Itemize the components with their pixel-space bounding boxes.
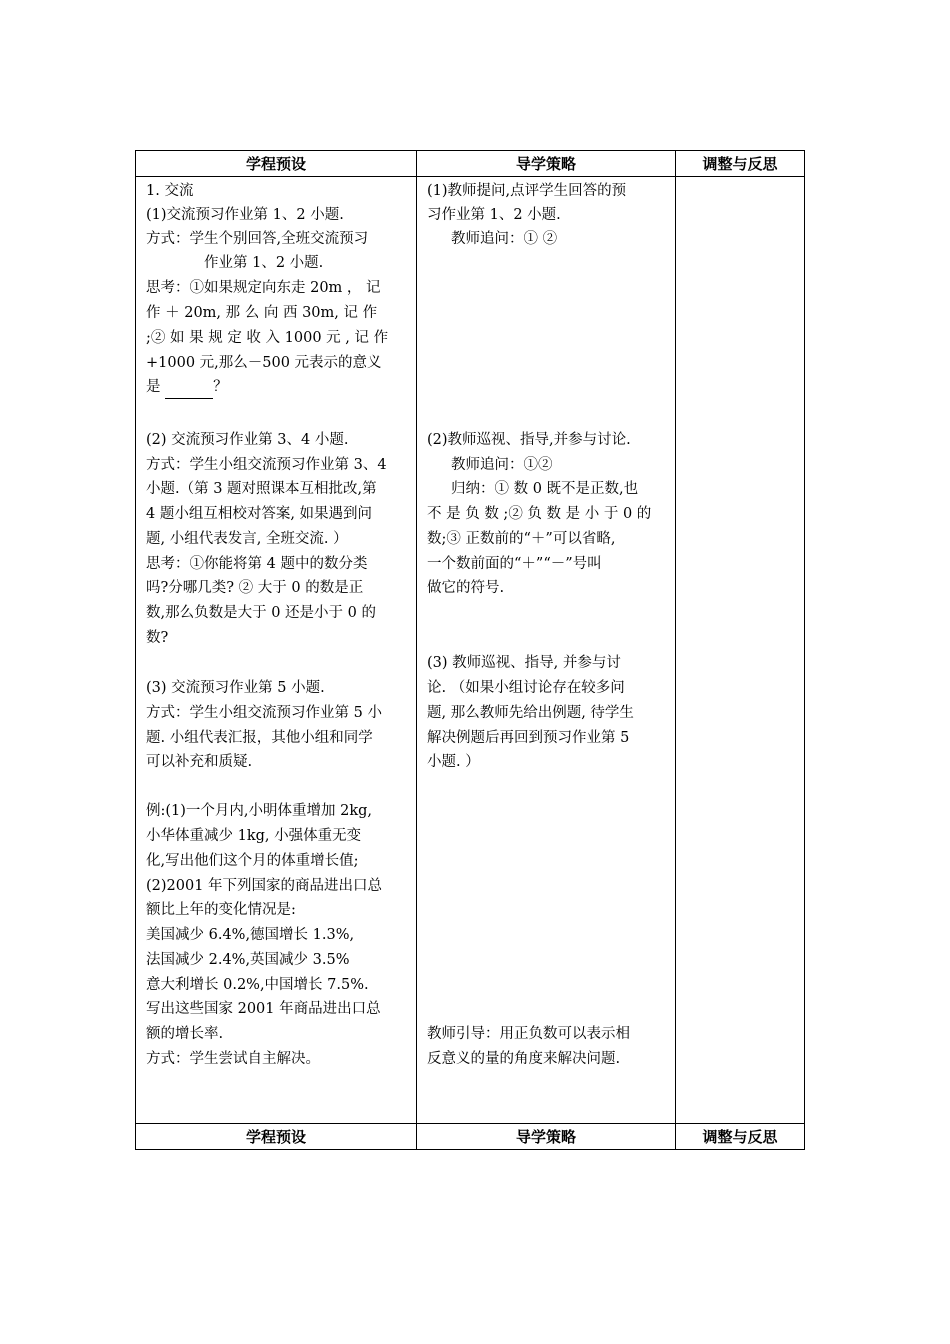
strategy-line: 反意义的量的角度来解决问题. xyxy=(427,1051,621,1067)
plan-line: (2) 交流预习作业第 3、4 小题. xyxy=(146,432,349,448)
plan-line: 作 ＋ 20m, 那 么 向 西 30m, 记 作 xyxy=(146,305,378,321)
plan-line: 题. 小组代表汇报，其他小组和同学 xyxy=(146,730,373,746)
strategy-line: 一个数前面的“＋”“－”号叫 xyxy=(427,556,602,572)
plan-line: (2)2001 年下列国家的商品进出口总 xyxy=(146,878,383,894)
plan-line: 意大利增长 0.2%,中国增长 7.5%. xyxy=(146,977,369,993)
plan-line: 额比上年的变化情况是: xyxy=(146,902,296,918)
strategy-line: 小题. ） xyxy=(427,754,480,770)
strategy-line: (3) 教师巡视、指导, 并参与讨 xyxy=(427,655,621,671)
plan-line: 数,那么负数是大于 0 还是小于 0 的 xyxy=(146,605,376,621)
strategy-line: 做它的符号. xyxy=(427,580,505,596)
header-cell-plan: 学程预设 xyxy=(136,151,417,177)
plan-line: 方式：学生小组交流预习作业第 5 小 xyxy=(146,705,382,721)
plan-line: 题, 小组代表发言, 全班交流. ） xyxy=(146,531,348,547)
plan-line: 方式：学生个别回答,全班交流预习 xyxy=(146,231,369,247)
strategy-line: 不 是 负 数 ;② 负 数 是 小 于 0 的 xyxy=(427,506,652,522)
strategy-line: 归纳：① 数 0 既不是正数,也 xyxy=(451,481,639,497)
strategy-line: 数;③ 正数前的“＋”可以省略, xyxy=(427,531,616,547)
plan-line: 美国减少 6.4%,德国增长 1.3%, xyxy=(146,927,355,943)
answer-blank xyxy=(165,382,213,399)
footer-header-row xyxy=(136,1124,805,1150)
plan-line: +1000 元,那么－500 元表示的意义 xyxy=(146,355,382,371)
footer-cell-plan: 学程预设 xyxy=(136,1124,417,1150)
strategy-line: 教师引导：用正负数可以表示相 xyxy=(427,1026,630,1042)
plan-line: 1. 交流 xyxy=(146,183,194,199)
footer-cell-reflection: 调整与反思 xyxy=(676,1124,805,1150)
plan-line: 吗?分哪几类? ② 大于 0 的数是正 xyxy=(146,580,364,596)
plan-line-prefix: 是 xyxy=(146,379,161,395)
plan-line: 例:(1)一个月内,小明体重增加 2kg, xyxy=(146,803,373,819)
plan-line: 可以补充和质疑. xyxy=(146,754,253,770)
content-row xyxy=(136,177,805,1124)
plan-line: 4 题小组互相校对答案, 如果遇到问 xyxy=(146,506,373,522)
plan-line: 数? xyxy=(146,630,169,646)
plan-line: 方式：学生小组交流预习作业第 3、4 xyxy=(146,457,387,473)
plan-line: 作业第 1、2 小题. xyxy=(204,255,324,271)
plan-line: 额的增长率. xyxy=(146,1026,224,1042)
plan-line: 思考：①如果规定向东走 20m ， 记 xyxy=(146,280,381,296)
header-cell-reflection: 调整与反思 xyxy=(676,151,805,177)
plan-line: (1)交流预习作业第 1、2 小题. xyxy=(146,207,344,223)
plan-line-suffix: ？ xyxy=(213,379,228,395)
plan-line: (3) 交流预习作业第 5 小题. xyxy=(146,680,325,696)
strategy-line: 习作业第 1、2 小题. xyxy=(427,207,561,223)
plan-line: 法国减少 2.4%,英国减少 3.5% xyxy=(146,952,350,968)
plan-line: 小华体重减少 1kg, 小强体重无变 xyxy=(146,828,362,844)
plan-line: 方式：学生尝试自主解决。 xyxy=(146,1051,320,1067)
plan-line: 小题.（第 3 题对照课本互相批改,第 xyxy=(146,481,377,497)
plan-line: 化,写出他们这个月的体重增长值; xyxy=(146,853,359,869)
strategy-line: (2)教师巡视、指导,并参与讨论. xyxy=(427,432,631,448)
header-row xyxy=(136,151,805,177)
strategy-cell xyxy=(417,177,676,1124)
strategy-line: 教师追问：①② xyxy=(451,457,553,473)
footer-cell-strategy: 导学策略 xyxy=(417,1124,676,1150)
strategy-line: 教师追问：① ② xyxy=(451,231,558,247)
plan-line: 思考：①你能将第 4 题中的数分类 xyxy=(146,556,368,572)
strategy-line: 题, 那么教师先给出例题, 待学生 xyxy=(427,705,634,721)
header-cell-strategy: 导学策略 xyxy=(417,151,676,177)
strategy-line: (1)教师提问,点评学生回答的预 xyxy=(427,183,627,199)
plan-line: ;② 如 果 规 定 收 入 1000 元 , 记 作 xyxy=(146,330,389,346)
plan-question-line xyxy=(146,375,408,399)
reflection-cell xyxy=(676,177,805,1124)
strategy-line: 论. （如果小组讨论存在较多问 xyxy=(427,680,625,696)
plan-cell xyxy=(136,177,417,1124)
strategy-line: 解决例题后再回到预习作业第 5 xyxy=(427,730,630,746)
plan-line: 写出这些国家 2001 年商品进出口总 xyxy=(146,1001,381,1017)
lesson-plan-table xyxy=(135,150,805,1150)
